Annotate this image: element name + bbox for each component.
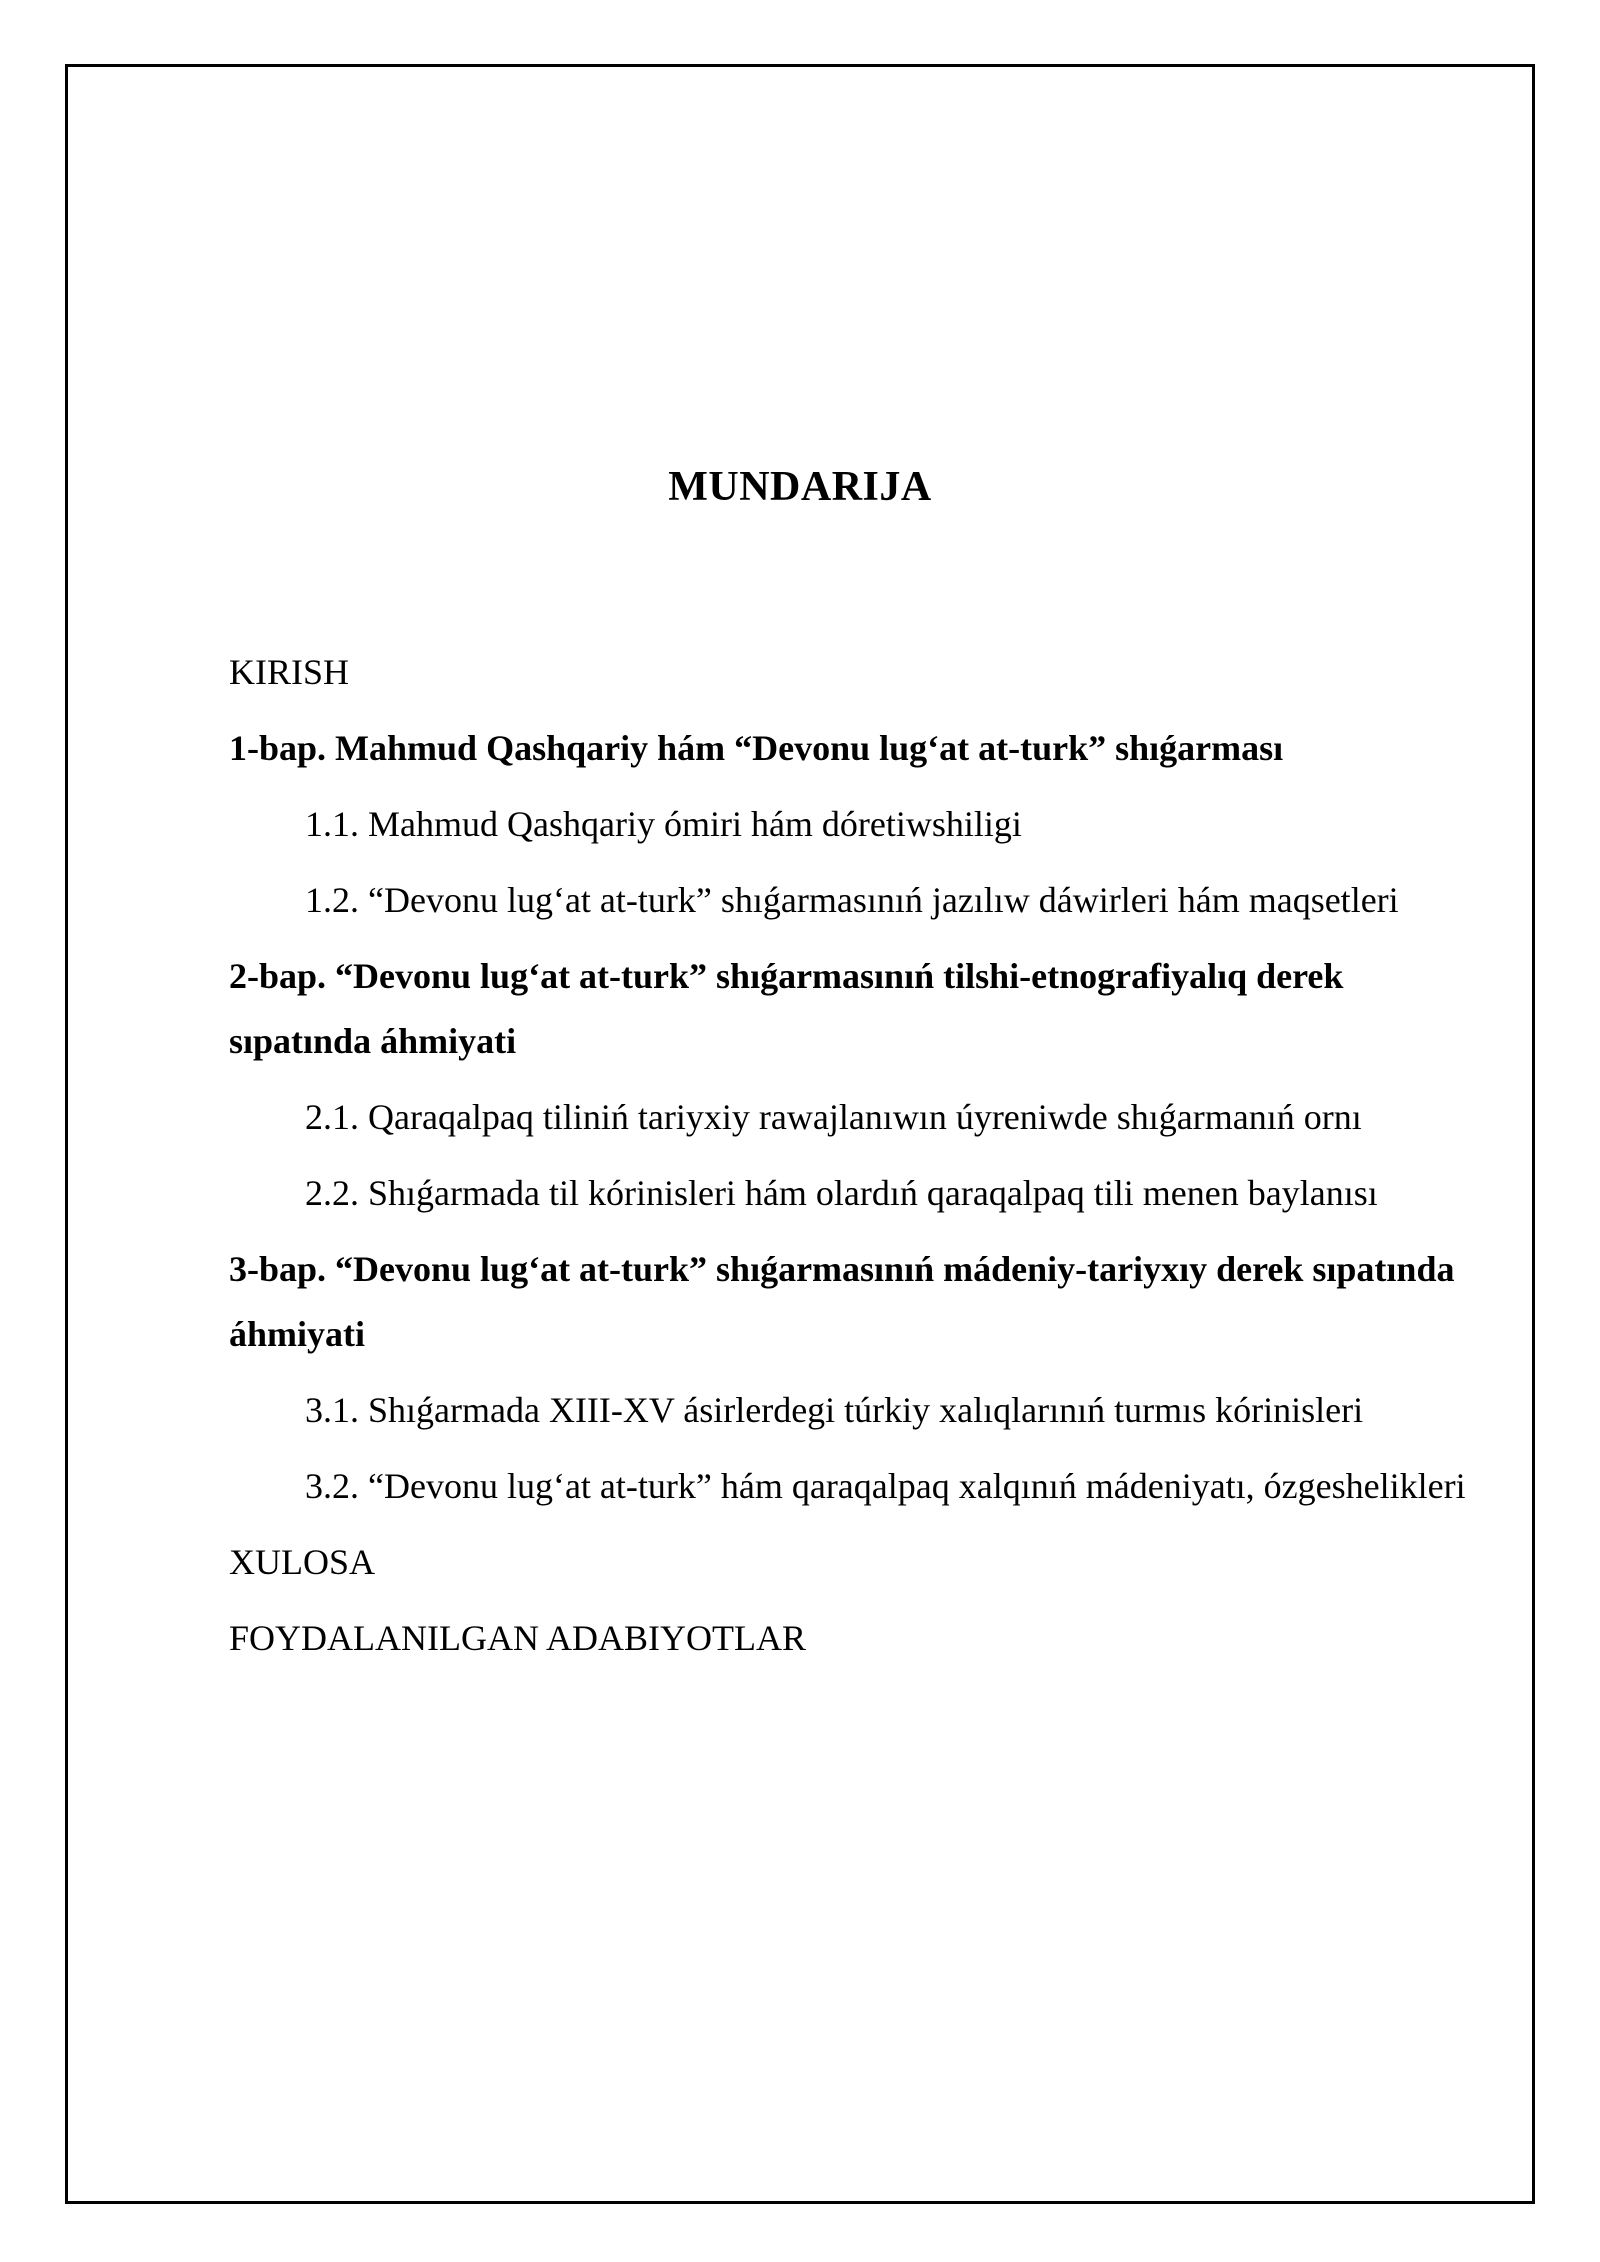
toc-section-3-2: 3.2. “Devonu lug‘at at-turk” hám qaraqalpaq xalqınıń mádeniyatı, ózgeshelikleri <box>305 1466 1466 1506</box>
toc-section-2-2: 2.2. Shıǵarmada til kórinisleri hám olardıń qaraqalpaq tili menen baylanısı <box>305 1173 1378 1213</box>
toc-section-3-1: 3.1. Shıǵarmada XIII-XV ásirlerdegi túrkiy xalıqlarınıń turmıs kórinisleri <box>305 1390 1364 1430</box>
toc-section-1-1: 1.1. Mahmud Qashqariy ómiri hám dóretiwshiligi <box>305 804 1022 844</box>
toc-entry-introduction: KIRISH <box>229 652 350 692</box>
toc-entry-references: FOYDALANILGAN ADABIYOTLAR <box>229 1618 806 1658</box>
toc-section-2-1: 2.1. Qaraqalpaq tiliniń tariyxiy rawajlanıwın úyreniwde shıǵarmanıń ornı <box>305 1097 1362 1137</box>
toc-chapter-1: 1-bap. Mahmud Qashqariy hám “Devonu lug‘at at-turk” shıǵarması <box>229 728 1284 768</box>
toc-section-1-2: 1.2. “Devonu lug‘at at-turk” shıǵarmasınıń jazılıw dáwirleri hám maqsetleri <box>305 880 1399 920</box>
page-title: MUNDARIJA <box>668 464 932 510</box>
toc-chapter-2: 2-bap. “Devonu lug‘at at-turk” shıǵarmasınıń tilshi-etnografiyalıq derek sıpatında áhmiyati <box>229 956 1344 1061</box>
table-of-contents <box>229 640 1469 1682</box>
toc-chapter-3: 3-bap. “Devonu lug‘at at-turk” shıǵarmasınıń mádeniy-tariyxıy derek sıpatında áhmiyati <box>229 1249 1455 1354</box>
toc-entry-conclusion: XULOSA <box>229 1542 376 1582</box>
